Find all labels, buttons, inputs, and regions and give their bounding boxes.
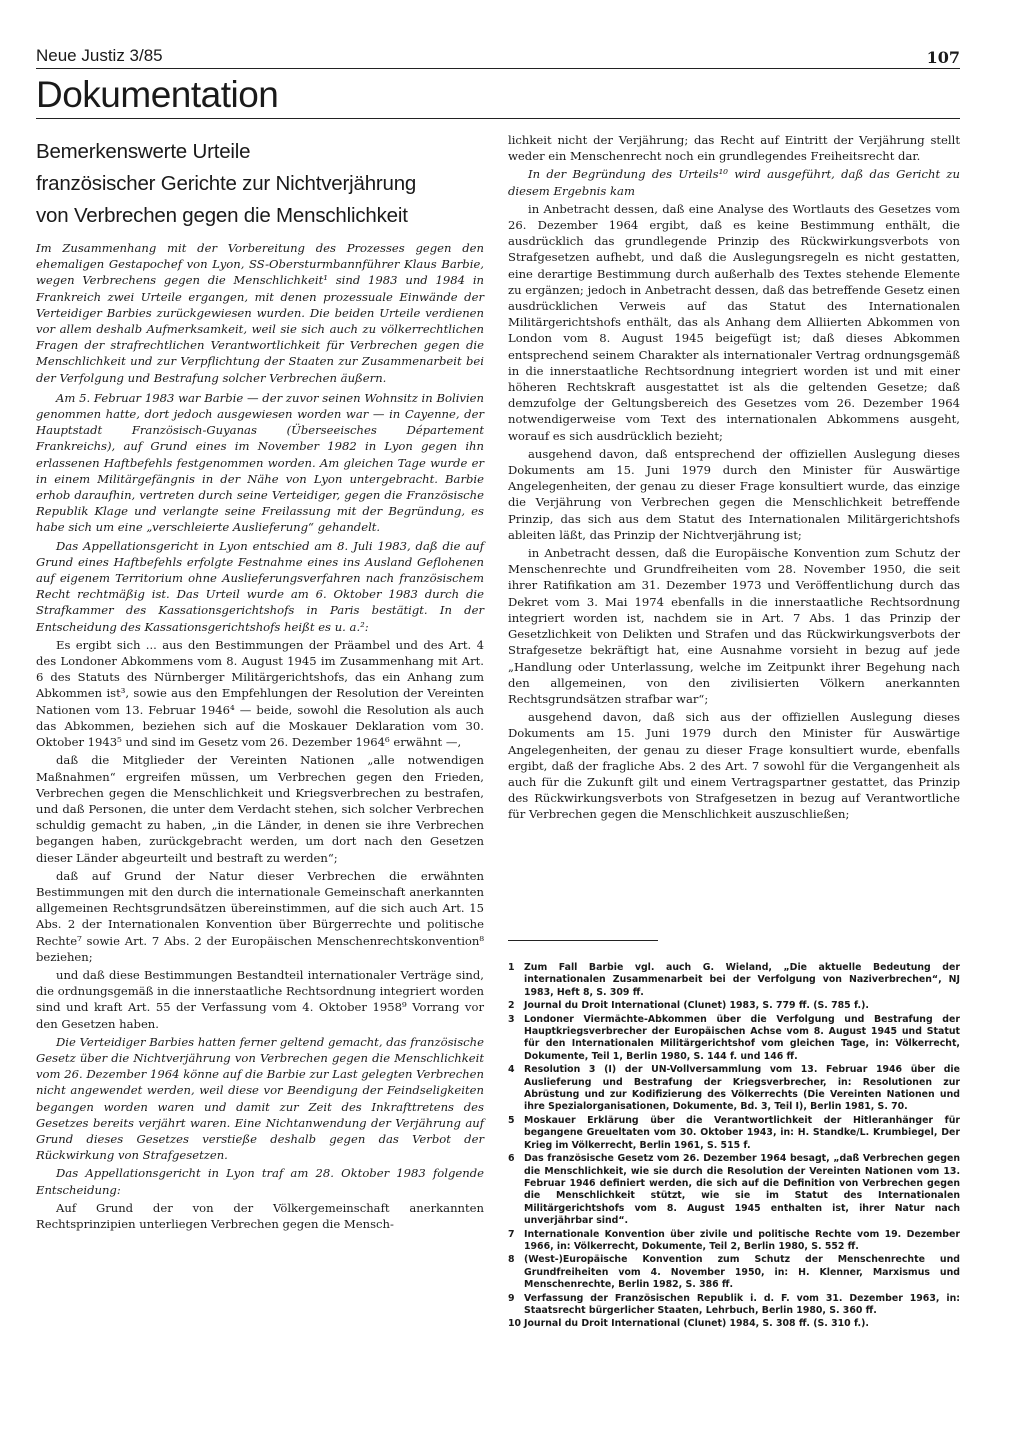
quote-paragraph: Auf Grund der von der Völkergemeinschaft anerkannten Rechtsprinzipien unterliegen Verbrechen gegen die Mensch- bbox=[36, 1200, 484, 1231]
footnote bbox=[508, 1064, 960, 1114]
footnote-text: Verfassung der Französischen Republik i. d. F. vom 31. Dezember 1963, in: Staatsrecht bürgerlicher Staaten, Lehrbuch, Berlin 1980, S. 360 ff. bbox=[524, 1292, 960, 1316]
left-column bbox=[36, 240, 484, 1234]
quote-paragraph: und daß diese Bestimmungen Bestandteil internationaler Verträge sind, die ordnungsgemäß in die innerstaatliche Rechtsordnung integriert worden sind und kraft Art. 55 der Verfassung vom 4. Oktober 1958⁹ Vorrang vor den Gesetzen haben. bbox=[36, 967, 484, 1031]
footnote bbox=[508, 962, 960, 999]
paragraph: Die Verteidiger Barbies hatten ferner geltend gemacht, das französische Gesetz über die Nichtverjährung von Verbrechen gegen die Menschlichkeit vom 26. Dezember 1964 könne auf die Barbie zur Last gelegten Verbrechen nicht angewendet werden, weil diese vor Beendigung der Feindseligkeiten begangen worden waren und damit zur Zeit des Inkrafttretens des Gesetzes bereits verjährt waren. Eine Nichtanwendung der Verjährung auf Grund dieses Gesetzes verstieße deshalb gegen das Verbot der Rückwirkung von Strafgesetzen. bbox=[36, 1034, 484, 1163]
quote-paragraph: ausgehend davon, daß sich aus der offiziellen Auslegung dieses Dokuments am 15. Juni 1979 durch den Minister für Auswärtige Angelegenheiten, der genau zu dieser Frage konsultiert wurde, ebenfalls ergibt, daß der fragliche Abs. 2 des Art. 7 sowohl für die Vergangenheit als auch für die Zukunft gilt und einem Vertragspartner gestattet, das Prinzip des Rückwirkungsverbots von Strafgesetzen in bezug auf Verantwortliche für Verbrechen gegen die Menschlichkeit auszuschließen; bbox=[508, 710, 960, 822]
footnote-number: 6 bbox=[508, 1153, 515, 1165]
footnote bbox=[508, 1115, 960, 1152]
footnote-number: 8 bbox=[508, 1254, 515, 1266]
quote-paragraph: daß auf Grund der Natur dieser Verbrechen die erwähnten Bestimmungen mit den durch die internationale Gemeinschaft anerkannten allgemeinen Rechtsgrundsätzen übereinstimmen, auf die sich auch Art. 15 Abs. 2 der Internationalen Konvention über Bürgerrechte und politische Rechte⁷ sowie Art. 7 Abs. 2 der Europäischen Menschenrechtskonvention⁸ beziehen; bbox=[36, 868, 484, 964]
footnote-text: Journal du Droit International (Clunet) 1984, S. 308 ff. (S. 310 f.). bbox=[524, 1318, 869, 1330]
quote-paragraph: ausgehend davon, daß entsprechend der offiziellen Auslegung dieses Dokuments am 15. Juni 1979 durch den Minister für Auswärtige Angelegenheiten, der genau zu dieser Frage konsultiert wurde, das einzige die Verjährung von Verbrechen gegen die Menschlichkeit betreffende Prinzip, das sich aus dem Statut des Internationalen Militärgerichtshofs ableiten läßt, das Prinzip der Nichtverjährung ist; bbox=[508, 446, 960, 542]
footnote-text: Das französische Gesetz vom 26. Dezember 1964 besagt, „daß Verbrechen gegen die Menschlichkeit, wie sie durch die Resolution der Vereinten Nationen vom 13. Februar 1946 definiert werden, die sich auf die Definition von Verbrechen gegen die Menschlichkeit stützt, wie sie im Statut des Internationalen Militärgerichtshofs vom 8. August 1945 enthalten ist, ihrer Natur nach unverjährbar sind“. bbox=[524, 1153, 960, 1227]
footnote-number: 4 bbox=[508, 1064, 515, 1076]
page-header bbox=[36, 46, 960, 70]
paragraph: Am 5. Februar 1983 war Barbie — der zuvor seinen Wohnsitz in Bolivien genommen hatte, dort jedoch ausgewiesen worden war — in Cayenne, der Hauptstadt Französisch-Guyanas (Überseeisches Département Frankreichs), auf Grund eines im November 1982 in Lyon gegen ihn erlassenen Haftbefehls festgenommen worden. Am gleichen Tage wurde er in einem Militärgefängnis in der Nähe von Lyon untergebracht. Barbie erhob daraufhin, vertreten durch seine Verteidiger, gegen die Französische Republik Klage und verlangte seine Freilassung mit der Begründung, es habe sich um eine „verschleierte Auslieferung“ gehandelt. bbox=[36, 390, 484, 535]
paragraph: In der Begründung des Urteils¹⁰ wird ausgeführt, daß das Gericht zu diesem Ergebnis kam bbox=[508, 167, 960, 198]
footnote bbox=[508, 1254, 960, 1291]
footnote-text: Internationale Konvention über zivile und politische Rechte vom 19. Dezember 1966, in: Völkerrecht, Dokumente, Teil 2, Berlin 1980, S. 552 ff. bbox=[524, 1228, 960, 1252]
footnote bbox=[508, 1014, 960, 1064]
footnote-number: 7 bbox=[508, 1228, 515, 1240]
footnote-text: (West-)Europäische Konvention zum Schutz der Menschenrechte und Grundfreiheiten vom 4. November 1950, in: H. Klenner, Marxismus und Menschenrechte, Berlin 1982, S. 386 ff. bbox=[524, 1254, 960, 1291]
article-title bbox=[36, 136, 486, 232]
footnote-rule bbox=[508, 940, 658, 941]
footnote-number: 9 bbox=[508, 1292, 515, 1304]
page-number: 107 bbox=[926, 48, 960, 67]
right-column bbox=[508, 132, 960, 825]
footnotes bbox=[508, 962, 960, 1332]
title-line: Bemerkenswerte Urteile bbox=[36, 140, 251, 163]
footnote-text: Journal du Droit International (Clunet) 1983, S. 779 ff. (S. 785 f.). bbox=[524, 1000, 869, 1012]
footnote bbox=[508, 1229, 960, 1254]
footnote bbox=[508, 1000, 960, 1012]
paragraph: Das Appellationsgericht in Lyon traf am 28. Oktober 1983 folgende Entscheidung: bbox=[36, 1166, 484, 1197]
section-rule bbox=[36, 118, 960, 119]
quote-paragraph: in Anbetracht dessen, daß eine Analyse des Wortlauts des Gesetzes vom 26. Dezember 1964 ergibt, daß es keine Bestimmung enthält, die ausdrücklich das grundlegende Prinzip des Rückwirkungsverbots von Strafgesetzen aufhebt, und daß die Auslegungsregeln es nicht gestatten, eine derartige Bestimmung durch außerhalb des Textes stehende Elemente zu ergänzen; jedoch in Anbetracht dessen, daß das betreffende Gesetz einen ausdrücklichen Verweis auf das Statut des Internationalen Militärgerichtshofs enthält, das als Anhang dem Alliierten Abkommen von London vom 8. August 1945 beigefügt ist; daß dieses Abkommen entsprechend seinem Charakter als internationaler Vertrag ordnungsgemäß in die innerstaatliche Rechtsordnung integriert worden ist und mit einer höheren Rechtskraft ausgestattet ist als die geltenden Gesetze; daß demzufolge der Geltungsbereich des Gesetzes vom 26. Dezember 1964 notwendigerweise vom Text des internationalen Abkommens ausgeht, worauf es sich ausdrücklich bezieht; bbox=[508, 201, 960, 443]
quote-paragraph: daß die Mitglieder der Vereinten Nationen „alle notwendigen Maßnahmen“ ergreifen müssen, um Verbrechen gegen den Frieden, Verbrechen gegen die Menschlichkeit und Kriegsverbrechen zu bestrafen, und daß Personen, die unter dem Verdacht stehen, sich solcher Verbrechen schuldig gemacht zu haben, „in die Länder, in denen sie ihre Verbrechen begangen haben, zurückgebracht werden, um dort nach den Gesetzen dieser Länder abgeurteilt und bestraft zu werden“; bbox=[36, 753, 484, 865]
title-line: von Verbrechen gegen die Menschlichkeit bbox=[36, 204, 408, 227]
footnote bbox=[508, 1318, 960, 1330]
intro-paragraph: Im Zusammenhang mit der Vorbereitung des Prozesses gegen den ehemaligen Gestapochef von Lyon, SS-Obersturmbannführer Klaus Barbie, wegen Verbrechens gegen die Menschlichkeit¹ sind 1983 und 1984 in Frankreich zwei Urteile ergangen, mit denen prozessuale Einwände der Verteidiger Barbies zurückgewiesen wurden. Die beiden Urteile verdienen vor allem deshalb Aufmerksamkeit, weil sie sich auch zu völkerrechtlichen Fragen der strafrechtlichen Verantwortlichkeit für Verbrechen gegen die Menschlichkeit und zur Verpflichtung der Staaten zur Zusammenarbeit bei der Verfolgung und Bestrafung solcher Verbrechen äußern. bbox=[36, 241, 484, 385]
quote-paragraph: Es ergibt sich ... aus den Bestimmungen der Präambel und des Art. 4 des Londoner Abkommens vom 8. August 1945 im Zusammenhang mit Art. 6 des Statuts des Nürnberger Militärgerichtshofs, das ein Anhang zum Abkommen ist³, sowie aus den Empfehlungen der Resolution der Vereinten Nationen vom 13. Februar 1946⁴ — beide, sowohl die Resolution als auch das Abkommen, beziehen sich auf die Moskauer Deklaration vom 30. Oktober 1943⁵ und sind im Gesetz vom 26. Dezember 1964⁶ erwähnt —, bbox=[36, 637, 484, 750]
footnote-number: 1 bbox=[508, 962, 515, 973]
journal-issue: Neue Justiz 3/85 bbox=[36, 46, 163, 65]
footnote-number: 10 bbox=[508, 1318, 522, 1330]
footnote-text: Moskauer Erklärung über die Verantwortlichkeit der Hitleranhänger für begangene Greueltaten vom 30. Oktober 1943, in: H. Standke/L. Krumbiegel, Der Krieg im Völkerrecht, Berlin 1961, S. 515 f. bbox=[524, 1114, 960, 1151]
section-label: Dokumentation bbox=[36, 74, 279, 115]
footnote bbox=[508, 1293, 960, 1318]
footnote-number: 2 bbox=[508, 1000, 515, 1012]
title-line: französischer Gerichte zur Nichtverjährung bbox=[36, 172, 417, 195]
paragraph: Das Appellationsgericht in Lyon entschied am 8. Juli 1983, daß die auf Grund eines Haftbefehls erfolgte Festnahme eines ins Ausland Geflohenen auf eigenem Territorium ohne Auslieferungsverfahren nach französischem Recht rechtmäßig ist. Das Urteil wurde am 6. Oktober 1983 durch die Strafkammer des Kassationsgerichtshofs in Paris bestätigt. In der Entscheidung des Kassationsgerichtshofs heißt es u. a.²: bbox=[36, 538, 484, 634]
quote-paragraph: in Anbetracht dessen, daß die Europäische Konvention zum Schutz der Menschenrechte und Grundfreiheiten vom 28. November 1950, die seit ihrer Ratifikation am 31. Dezember 1973 und Veröffentlichung durch das Dekret vom 3. Mai 1974 ebenfalls in die innerstaatliche Rechtsordnung integriert worden ist, nachdem sie in Art. 7 Abs. 1 das Prinzip der Gesetzlichkeit von Delikten und Strafen und das Rückwirkungsverbots der Strafgesetze bekräftigt hat, eine Ausnahme vorsieht in bezug auf jede „Handlung oder Unterlassung, welche im Zeitpunkt ihrer Begehung nach den allgemeinen, von den zivilisierten Völkern anerkannten Rechtsgrundsätzen strafbar war“; bbox=[508, 546, 960, 706]
footnote bbox=[508, 1153, 960, 1227]
footnote-number: 3 bbox=[508, 1013, 515, 1025]
footnote-text: Zum Fall Barbie vgl. auch G. Wieland, „Die aktuelle Bedeutung der internationalen Zusammenarbeit bei der Verfolgung von Naziverbrechen“, NJ 1983, Heft 8, S. 309 ff. bbox=[524, 962, 960, 998]
quote-paragraph: lichkeit nicht der Verjährung; das Recht auf Eintritt der Verjährung stellt weder ein Menschenrecht noch ein grundlegendes Freiheitsrecht dar. bbox=[508, 133, 960, 164]
footnote-number: 5 bbox=[508, 1114, 515, 1126]
footnote-text: Londoner Viermächte-Abkommen über die Verfolgung und Bestrafung der Hauptkriegsverbrecher der Europäischen Achse vom 8. August 1945 und Statut für den Internationalen Militärgerichtshof vom gleichen Tage, in: Völkerrecht, Dokumente, Teil 1, Berlin 1980, S. 144 f. und 146 ff. bbox=[524, 1013, 960, 1062]
header-rule bbox=[36, 68, 960, 69]
footnote-text: Resolution 3 (I) der UN-Vollversammlung vom 13. Februar 1946 über die Auslieferung und Bestrafung der Kriegsverbrecher, in: Resolutionen zur Abrüstung und zur Kodifizierung des Völkerrechts (Die Vereinten Nationen und ihre Spezialorganisationen, Dokumente, Bd. 3, Teil I), Berlin 1981, S. 70. bbox=[524, 1064, 960, 1113]
